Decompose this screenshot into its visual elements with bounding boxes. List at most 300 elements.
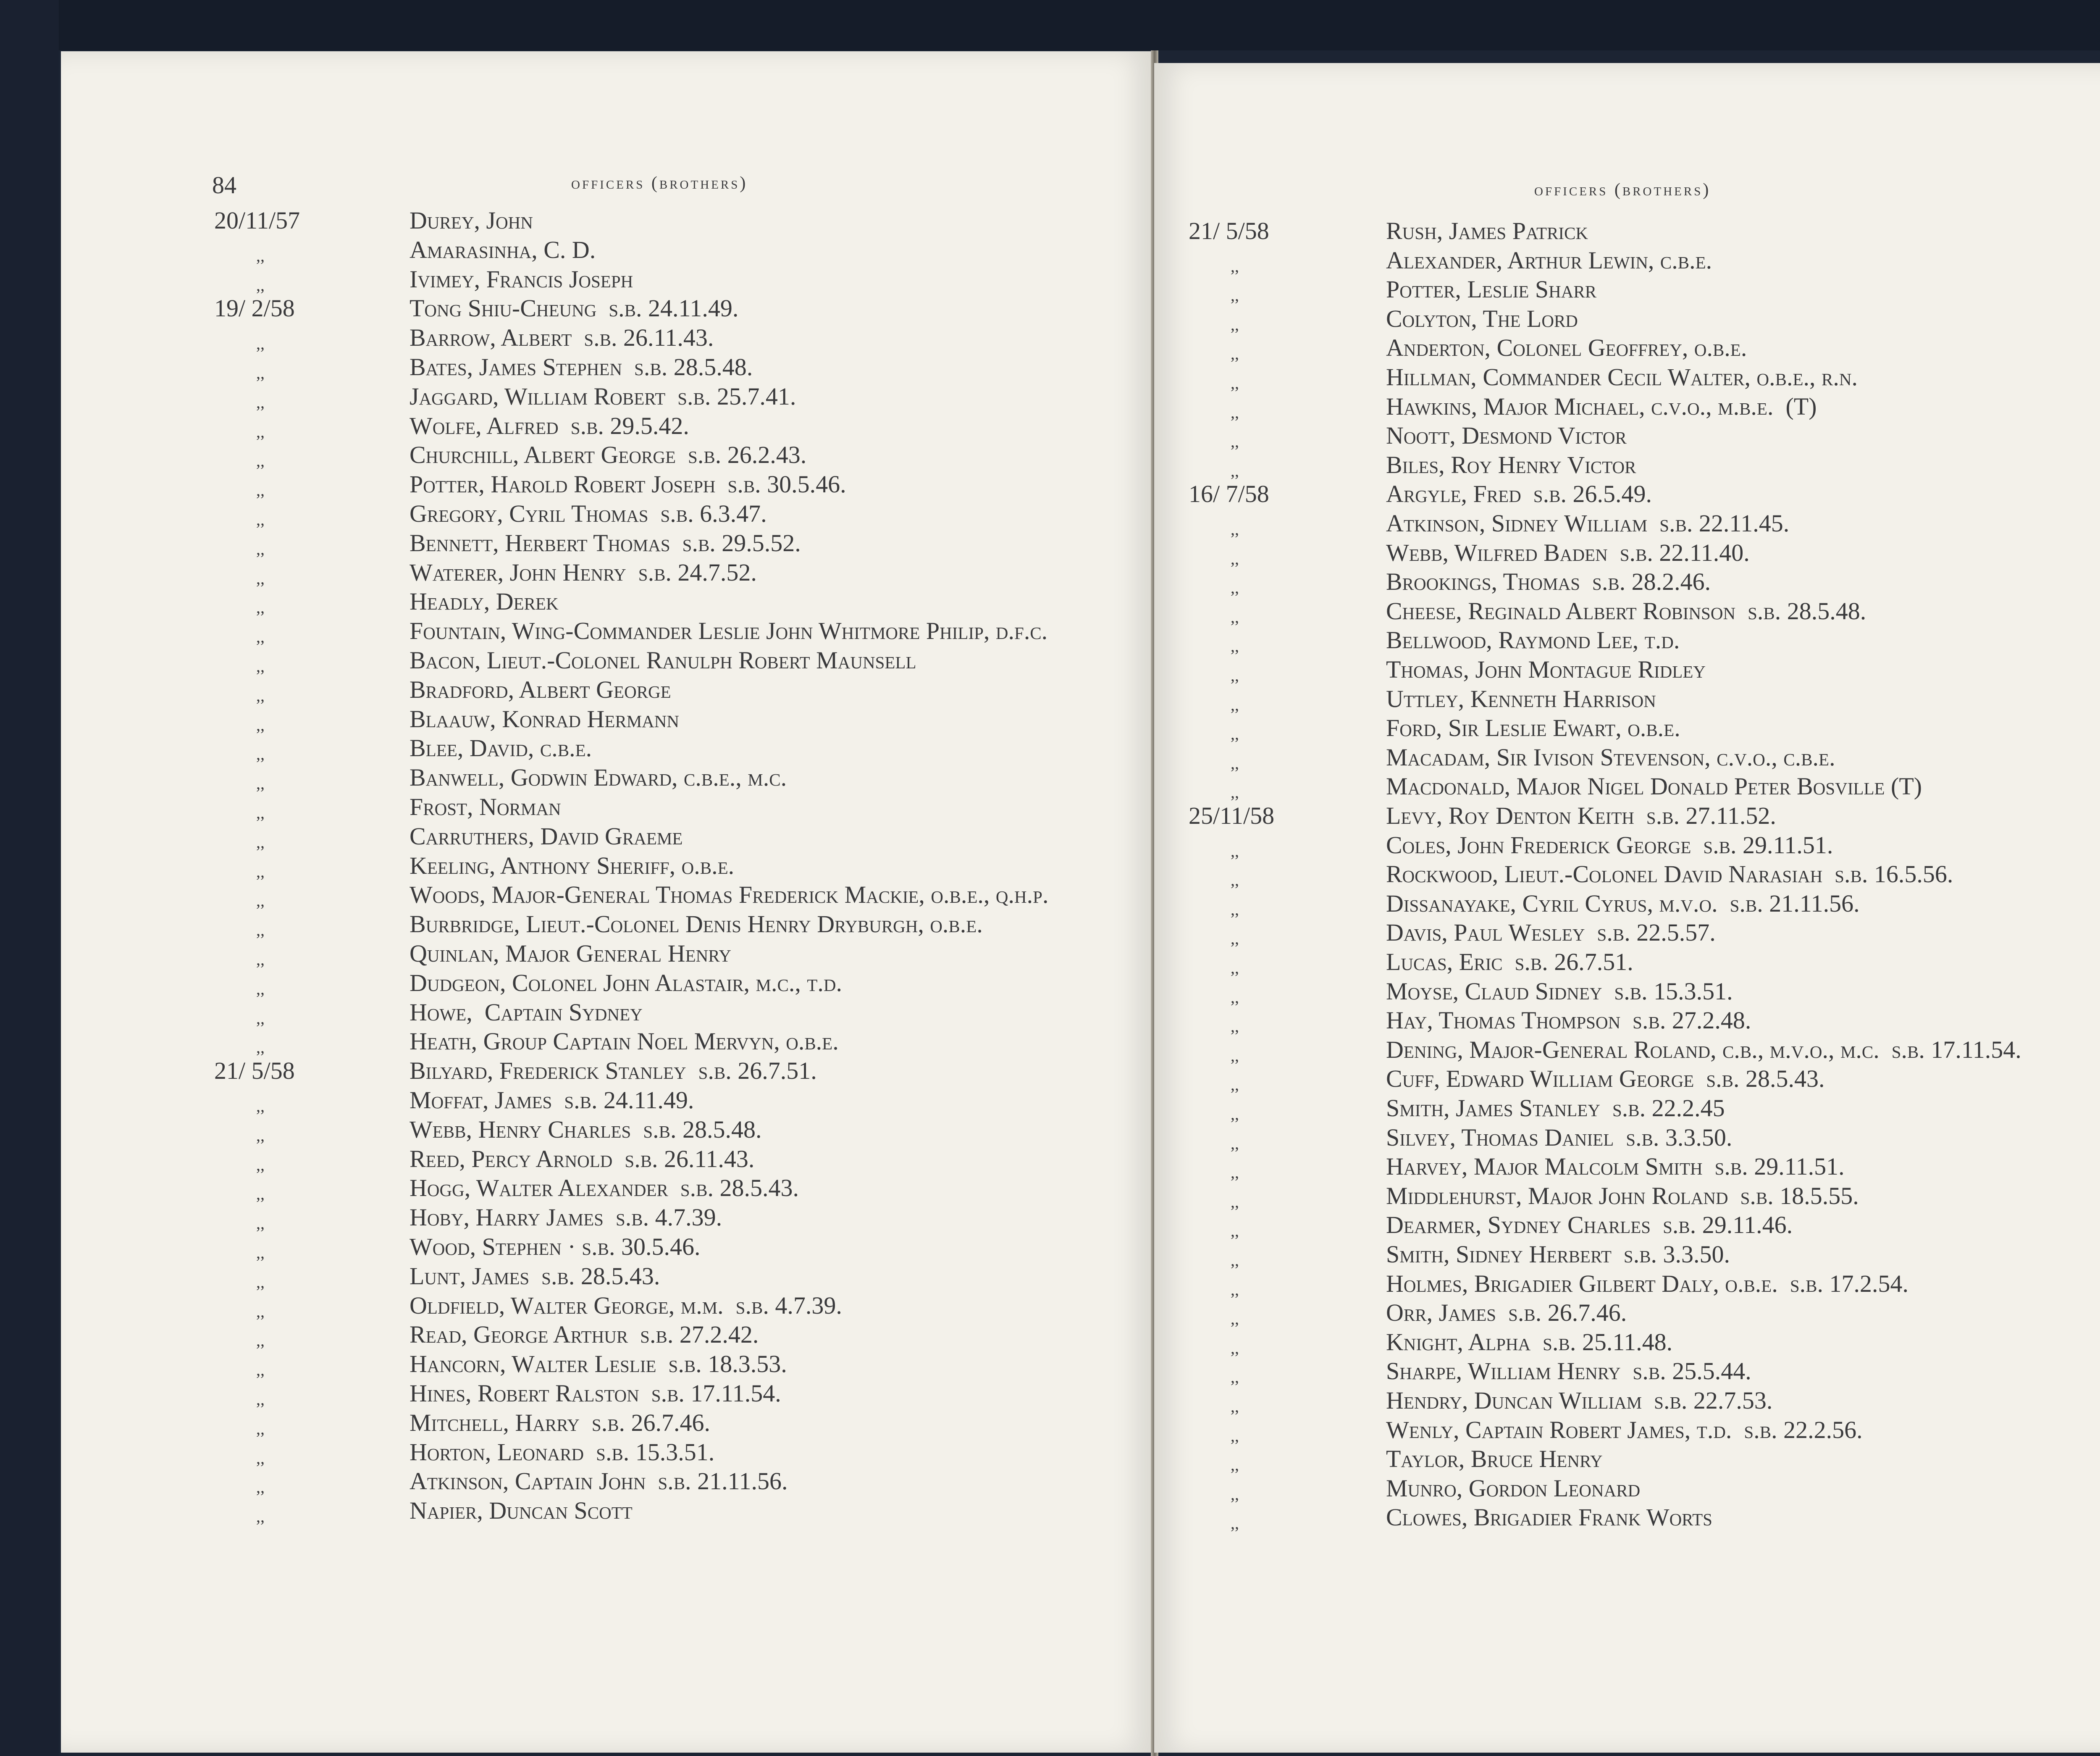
ditto-mark: ,, [256,1301,265,1321]
entry-name [410,1320,759,1349]
entry-details: Major Michael, c.v.o., m.b.e. (T) [1477,392,1817,420]
ditto-mark: ,, [1231,1397,1239,1416]
entry-details: Francis Joseph [480,265,633,293]
entry-details: Walter Alexander s.b. 28.5.43. [470,1174,799,1202]
ditto-mark: ,, [256,510,265,529]
entry-name [410,646,916,675]
entry-surname: Colyton, [1386,305,1477,332]
entry-surname: Ivimey, [410,265,480,293]
list-item [1189,1006,2100,1035]
entry-details: David, c.b.e. [463,734,592,762]
entry-details: Duncan Scott [483,1497,633,1525]
entry-name [410,939,731,968]
entry-name [1386,304,1578,334]
entry-surname: Durey, [410,207,480,234]
entry-name [1386,1356,1751,1386]
entry-details: George Arthur s.b. 27.2.42. [467,1321,759,1349]
entry-surname: Hancorn, [410,1350,506,1378]
entry-name [1386,1181,1859,1211]
entry-name [410,733,592,763]
entry-surname: Orr, [1386,1299,1433,1327]
entry-details: Reginald Albert Robinson s.b. 28.5.48. [1462,597,1866,625]
entry-details: James s.b. 24.11.49. [488,1086,694,1114]
entry-name [1386,743,1835,772]
ditto-mark: ,, [256,1243,265,1262]
entry-surname: Knight, [1386,1328,1463,1356]
list-item [1189,1415,2100,1445]
entry-name [1386,889,1860,918]
entry-details: John Henry s.b. 24.7.52. [504,558,757,586]
entry-name [1386,1444,1603,1474]
entry-name [1386,479,1652,509]
entry-details: Eric s.b. 26.7.51. [1453,948,1633,975]
entry-details: Wilfred Baden s.b. 22.11.40. [1448,539,1750,566]
list-item [1189,831,2100,860]
entry-name [1386,1094,1725,1123]
entry-name [1386,509,1789,538]
entry-name [1386,947,1633,977]
entry-details: Group Captain Noel Mervyn, o.b.e. [477,1028,839,1055]
entry-name [1386,1006,1751,1035]
entry-details: Albert George s.b. 26.2.43. [519,441,807,469]
entry-surname: Noott, [1386,422,1456,450]
entry-details: James Stephen s.b. 28.5.48. [473,353,753,381]
entry-name [410,528,801,558]
entry-name [1386,713,1680,743]
entry-name [1386,1328,1672,1357]
entry-name [410,499,767,528]
list-item [1189,977,2100,1006]
entry-details: Alpha s.b. 25.11.48. [1463,1328,1673,1356]
list-item [214,705,1138,734]
entry-surname: Blaauw, [410,705,496,733]
entry-details: Walter George, m.m. s.b. 4.7.39. [505,1291,842,1319]
entry-details: The Lord [1477,305,1578,332]
entry-details: Cyril Cyrus, m.v.o. s.b. 21.11.56. [1516,889,1860,917]
entry-surname: Uttley, [1386,685,1465,712]
entry-name [1386,1240,1730,1269]
list-item [214,792,1138,822]
entry-name [410,616,1047,646]
entry-details: Major John Roland s.b. 18.5.55. [1522,1182,1859,1209]
entry-name [410,587,559,616]
entry-surname: Heath, [410,1028,478,1055]
entry-surname: Argyle, [1386,480,1467,508]
entry-details: Percy Arnold s.b. 26.11.43. [465,1145,755,1172]
entry-details: Lieut.-Colonel David Narasiah s.b. 16.5.56. [1498,860,1953,888]
entry-name [1386,1415,1863,1445]
entry-details: Major-General Thomas Frederick Mackie, o.b.e., q.h.p. [485,881,1049,909]
list-item [214,822,1138,851]
entry-surname: Brookings, [1386,568,1498,596]
entry-name [410,675,671,705]
ditto-mark: ,, [256,275,265,294]
list-item [214,294,1138,323]
entry-name [410,1408,710,1438]
list-item [214,470,1138,499]
list-item [214,939,1138,968]
entry-details: Alfred s.b. 29.5.42. [481,412,689,439]
ditto-mark: ,, [256,1507,265,1526]
scan-background-left [0,0,59,1756]
entry-details: William Henry s.b. 25.5.44. [1462,1357,1751,1385]
entry-name [410,1379,781,1408]
entry-surname: Blee, [410,734,464,762]
entry-surname: Hay, [1386,1007,1433,1034]
ditto-mark: ,, [256,1477,265,1497]
list-item [1189,918,2100,947]
entry-name [410,763,787,792]
list-item [1189,626,2100,655]
entry-details: Harry James s.b. 4.7.39. [469,1204,722,1231]
ditto-mark: ,, [256,334,265,353]
list-item [214,1379,1138,1408]
entry-name [1386,977,1733,1006]
list-item [214,880,1138,910]
ditto-mark: ,, [256,627,265,647]
list-item [214,265,1138,294]
list-item [214,1056,1138,1086]
entry-details: Raymond Lee, t.d. [1492,626,1680,654]
entry-surname: Jaggard, [410,382,499,410]
entry-surname: Hines, [410,1380,472,1407]
entry-details: Konrad Hermann [496,705,679,733]
entry-details: Harold Robert Joseph s.b. 30.5.46. [484,471,846,498]
entry-surname: Dissanayake, [1386,889,1517,917]
list-item [214,1320,1138,1349]
entry-details: Godwin Edward, c.b.e., m.c. [504,764,787,791]
entry-surname: Bradford, [410,676,514,703]
entry-surname: Barrow, [410,324,496,352]
entry-details: Gordon Leonard [1462,1474,1641,1502]
entry-details: Bruce Henry [1465,1445,1603,1473]
entry-details: William Robert s.b. 25.7.41. [499,382,796,410]
entry-surname: Clowes, [1386,1504,1468,1531]
entry-name [410,1262,660,1291]
entry-name [410,1232,700,1262]
entry-surname: Alexander, [1386,246,1503,274]
entry-details: Major Nigel Donald Peter Bosville (T) [1510,773,1922,800]
list-item [1189,655,2100,684]
entry-surname: Moffat, [410,1086,489,1114]
ditto-mark: ,, [1231,1163,1239,1182]
ditto-mark: ,, [256,392,265,412]
entry-surname: Mitchell, [410,1409,509,1436]
entry-surname: Lunt, [410,1262,466,1290]
entry-surname: Hillman, [1386,363,1477,391]
entry-name [410,206,533,235]
entry-details: Albert s.b. 26.11.43. [496,324,714,352]
ditto-mark: ,, [1231,1017,1239,1036]
entry-name [410,294,738,323]
list-item [1189,743,2100,772]
entry-name [1386,1035,2021,1065]
entry-details: Roy Henry Victor [1444,451,1636,478]
entry-surname: Cheese, [1386,597,1462,625]
entry-name [1386,421,1627,450]
entry-surname: Wood, [410,1233,476,1260]
list-item [1189,1152,2100,1181]
entry-name [410,235,596,265]
entry-surname: Atkinson, [410,1467,509,1495]
entry-surname: Ford, [1386,714,1442,742]
entry-name [1386,1269,1908,1299]
ditto-mark: ,, [256,1419,265,1438]
entry-surname: Wolfe, [410,412,482,439]
entry-surname: Lucas, [1386,948,1453,975]
list-item [1189,1094,2100,1123]
entry-name [410,1144,754,1174]
entry-details: Captain Sydney [472,998,643,1026]
entry-name [410,851,734,881]
entry-details: Robert Ralston s.b. 17.11.54. [471,1380,781,1407]
entry-name [1386,246,1712,275]
list-item [214,616,1138,646]
ditto-mark: ,, [1231,1367,1239,1387]
entry-name [1386,918,1716,947]
entry-surname: Bilyard, [410,1057,494,1085]
entry-surname: Cuff, [1386,1065,1440,1093]
entry-surname: Oldfield, [410,1291,505,1319]
entry-surname: Horton, [410,1438,491,1466]
entry-name [410,265,633,294]
entry-date: 25/11/58 [1189,802,1275,829]
ditto-mark: ,, [256,774,265,793]
entry-details: Derek [490,588,559,615]
ditto-mark: ,, [256,1184,265,1204]
ditto-mark: ,, [256,1096,265,1115]
list-item [1189,275,2100,304]
entry-name [410,998,643,1027]
entry-name [410,792,561,822]
entry-details: Walter Leslie s.b. 18.3.53. [506,1350,787,1378]
entry-surname: Banwell, [410,764,505,791]
ditto-mark: ,, [256,1155,265,1174]
entry-date: 21/ 5/58 [1189,217,1269,244]
entry-name [1386,655,1706,684]
ditto-mark: ,, [256,744,265,764]
entry-details: Claud Sidney s.b. 15.3.51. [1459,977,1733,1005]
list-item [1189,392,2100,421]
entry-name [1386,772,1922,801]
entry-details: Fred s.b. 26.5.49. [1467,480,1652,508]
entry-surname: Carruthers, [410,822,534,850]
entry-surname: Thomas, [1386,656,1470,683]
entry-surname: Webb, [410,1115,472,1143]
ditto-mark: ,, [1231,315,1239,334]
list-item [214,998,1138,1027]
list-item [214,968,1138,998]
ditto-mark: ,, [256,715,265,734]
ditto-mark: ,, [256,1008,265,1028]
entry-name [1386,1386,1772,1415]
ditto-mark: ,, [1231,1280,1239,1299]
entry-surname: Harvey, [1386,1153,1468,1180]
list-item [214,1115,1138,1144]
entry-surname: Middlehurst, [1386,1182,1522,1209]
entry-name [1386,363,1858,392]
ditto-mark: ,, [256,568,265,588]
ditto-mark: ,, [256,1331,265,1350]
entry-details: Frederick Stanley s.b. 26.7.51. [493,1057,817,1085]
ditto-mark: ,, [256,803,265,822]
entry-details: Paul Wesley s.b. 22.5.57. [1447,919,1716,946]
entry-name [1386,538,1750,568]
list-item [214,382,1138,411]
entry-name [1386,684,1656,714]
list-item [1189,1240,2100,1269]
entry-name [1386,1064,1825,1094]
entry-date: 20/11/57 [214,207,300,234]
ditto-mark: ,, [1231,578,1239,597]
entry-details: Desmond Victor [1455,422,1627,450]
list-item [214,1291,1138,1320]
entry-name [410,440,806,470]
entry-name [410,1291,842,1320]
ditto-mark: ,, [256,1272,265,1291]
entry-name [1386,567,1711,597]
ditto-mark: ,, [1231,899,1239,919]
list-item [1189,1298,2100,1328]
list-item [214,235,1138,265]
entry-details: John Frederick George s.b. 29.11.51. [1451,831,1833,859]
ditto-mark: ,, [256,891,265,910]
entry-name [410,1086,694,1115]
entry-details: Lieut.-Colonel Denis Henry Dryburgh, o.b.e. [520,910,983,938]
entry-details: Anthony Sheriff, o.b.e. [495,852,735,879]
entry-name [410,822,682,851]
entry-details: Cyril Thomas s.b. 6.3.47. [503,500,767,527]
ditto-mark: ,, [1231,870,1239,890]
entry-details: Herbert Thomas s.b. 29.5.52. [499,529,801,557]
entry-details: s.b. 24.11.49. [596,294,739,322]
entry-name [1386,1298,1627,1328]
ditto-mark: ,, [1231,256,1239,276]
entry-name [1386,860,1953,889]
entry-surname: Churchill, [410,441,519,469]
list-item [1189,567,2100,597]
ditto-mark: ,, [1231,695,1239,714]
ditto-mark: ,, [256,979,265,998]
ditto-mark: ,, [1231,958,1239,977]
list-item [1189,597,2100,626]
list-item [1189,772,2100,801]
entry-details: Sir Leslie Ewart, o.b.e. [1442,714,1680,742]
ditto-mark: ,, [1231,286,1239,305]
entry-surname: Bennett, [410,529,499,557]
entry-details: David Graeme [534,822,683,850]
list-item [1189,889,2100,918]
entry-surname: Holmes, [1386,1270,1468,1297]
list-item [214,763,1138,792]
entry-surname: Biles, [1386,451,1445,478]
ditto-mark: ,, [1231,344,1239,363]
ditto-mark: ,, [1231,636,1239,656]
entry-surname: Atkinson, [1386,510,1486,537]
entry-details: Sidney Herbert s.b. 3.3.50. [1449,1241,1730,1268]
entry-name [1386,1474,1640,1503]
entry-details: Arthur Lewin, c.b.e. [1502,246,1712,274]
ditto-mark: ,, [1231,1221,1239,1241]
entry-details: Norman [473,793,561,820]
list-item [214,587,1138,616]
entry-details: James Stanley s.b. 22.2.45 [1449,1094,1725,1122]
list-item [214,1349,1138,1379]
entry-date: 16/ 7/58 [1189,480,1269,508]
ditto-mark: ,, [1231,549,1239,568]
entry-name [410,1467,788,1496]
entry-surname: Munro, [1386,1474,1463,1502]
entry-surname: Tong Shiu-Cheung [410,294,597,322]
entry-surname: Hogg, [410,1174,471,1202]
list-item [214,1086,1138,1115]
right-page [1154,63,2100,1753]
scan-background-top [0,0,2100,50]
list-item [1189,801,2100,831]
ditto-mark: ,, [1231,373,1239,392]
entry-details: Thomas s.b. 28.2.46. [1497,568,1711,596]
ditto-mark: ,, [1231,987,1239,1007]
entry-details: John Montague Ridley [1469,656,1706,683]
entry-surname: Potter, [1386,276,1461,303]
entry-surname: Silvey, [1386,1123,1456,1151]
entry-name [1386,831,1833,860]
entry-surname: Rockwood, [1386,860,1499,888]
entry-name [410,968,842,998]
entry-surname: Sharpe, [1386,1357,1462,1385]
entry-details: Lieut.-Colonel Ranulph Robert Maunsell [480,647,916,674]
entry-surname: Reed, [410,1145,465,1172]
entry-name [410,1349,787,1379]
entry-details: Captain John s.b. 21.11.56. [509,1467,788,1495]
list-item [1189,860,2100,889]
ditto-mark: ,, [256,1125,265,1145]
list-item [1189,1503,2100,1532]
entry-details: Duncan William s.b. 22.7.53. [1468,1387,1773,1414]
list-item [1189,1444,2100,1474]
list-item [214,323,1138,352]
list-item [214,1027,1138,1056]
entry-surname: Coles, [1386,831,1452,859]
entry-name [1386,1503,1712,1532]
entry-surname: Read, [410,1321,467,1349]
entry-name [1386,801,1776,831]
ditto-mark: ,, [256,1360,265,1380]
list-item [1189,509,2100,538]
entry-name [410,1056,817,1086]
entry-details: Major General Henry [499,940,731,967]
entry-details: Kenneth Harrison [1464,685,1656,712]
entry-details: Thomas Daniel s.b. 3.3.50. [1455,1123,1732,1151]
entry-surname: Napier, [410,1497,483,1525]
entry-details: Sidney William s.b. 22.11.45. [1485,510,1790,537]
list-item [214,206,1138,235]
ditto-mark: ,, [1231,841,1239,860]
list-item [1189,1328,2100,1357]
entry-name [1386,392,1817,421]
ditto-mark: ,, [256,950,265,969]
entry-surname: Wenly, [1386,1416,1460,1443]
list-item [1189,1269,2100,1299]
ditto-mark: ,, [256,1390,265,1409]
ditto-mark: ,, [256,246,265,265]
entry-surname: Webb, [1386,539,1449,566]
entry-surname: Woods, [410,881,486,909]
list-item [1189,1123,2100,1152]
entry-name [410,1496,633,1525]
entry-details: Captain Robert James, t.d. s.b. 22.2.56. [1459,1416,1863,1443]
list-item [214,733,1138,763]
